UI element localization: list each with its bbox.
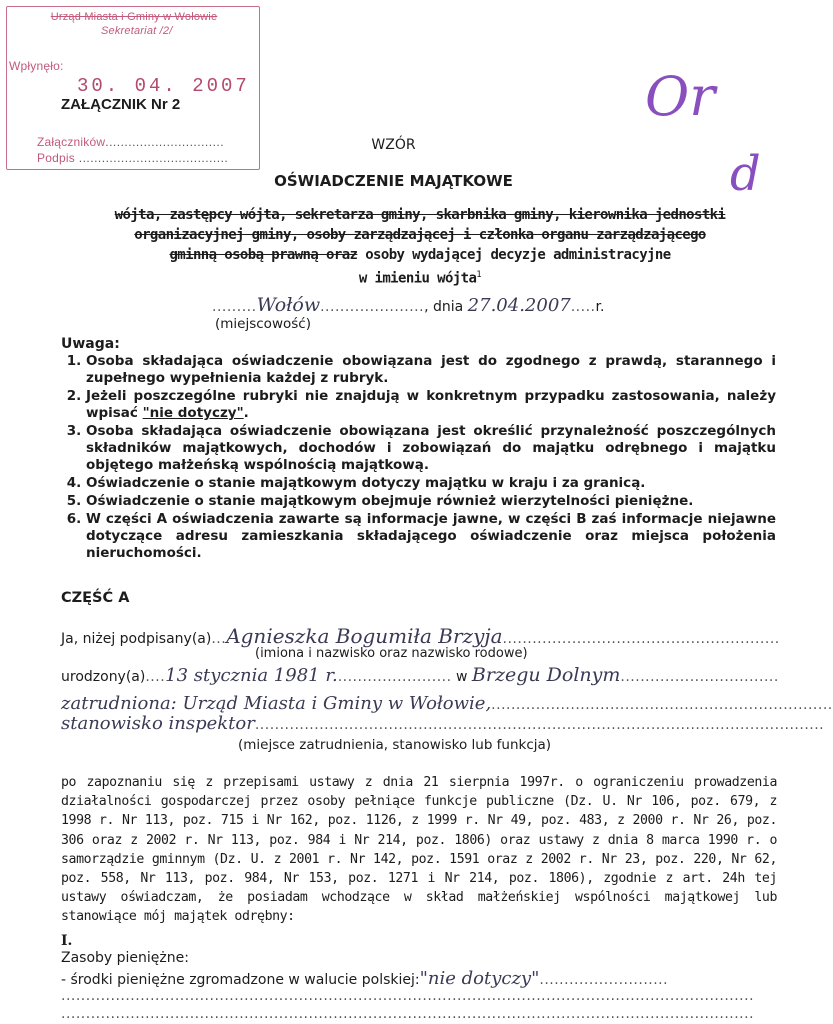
cash-heading: Zasoby pieniężne: [61, 950, 189, 966]
date-value: 27.04.2007 [467, 295, 571, 316]
birth-line: urodzony(a)....13 stycznia 1981 r........................ w Brzegu Dolnym................................ [61, 664, 779, 686]
note-item: 1. Osoba składająca oświadczenie obowiązana jest do zgodnego z prawdą, starannego i zupełnego wypełnienia każdej z rubryk. [86, 353, 776, 387]
form-subtitle [60, 205, 780, 289]
note-item: 4. Oświadczenie o stanie majątkowym dotyczy majątku w kraju i za granicą. [86, 475, 776, 492]
stamp-attachments-label: Załączników............................... [37, 135, 225, 149]
declarant-line: Ja, niżej podpisany(a)...Agnieszka Bogumiła Brzyja........................................................ [61, 624, 780, 648]
cash-pln-line: - środki pieniężne zgromadzone w walucie polskiej:"nie dotyczy".......................... [61, 968, 669, 989]
attachment-label: ZAŁĄCZNIK Nr 2 [61, 96, 181, 113]
place-caption: (miejscowość) [215, 316, 311, 332]
handwritten-mark-top: Or [645, 65, 716, 128]
note-item: 3. Osoba składająca oświadczenie obowiązana jest określić przynależność poszczególnych składników majątkowych, dochodów i zobowiązań do majątku odrębnego i majątku objętego małżeńską wspólnością majątkową. [86, 423, 776, 474]
section-heading-I: I. [61, 933, 73, 949]
place-date-line: .........Wołów....................., dnia 27.04.2007.....r. [212, 294, 605, 316]
subtitle-line-3: gminną osobą prawną oraz osoby wydającej decyzje administracyjne [169, 247, 671, 263]
blank-dotted-line: ............................................................................................................................................ [61, 988, 755, 1004]
declarant-name: Agnieszka Bogumiła Brzyja [226, 624, 503, 648]
stamp-received-label: Wpłynęło: [9, 59, 64, 73]
subtitle-struck-line-2: organizacyjnej gminy, osoby zarządzającej i członka organu zarządzającego [134, 227, 706, 243]
stamp-office: Urząd Miasta i Gminy w Wołowie [50, 11, 218, 23]
employment-line-2: stanowisko inspektor................................................................................................................... [61, 713, 825, 734]
stamp-received-date: 30. 04. 2007 [77, 75, 250, 97]
employment-line-1: zatrudniona: Urząd Miasta i Gminy w Wołowie,..................................................................... [61, 693, 833, 714]
employment-caption: (miejsce zatrudnienia, stanowisko lub funkcja) [238, 737, 552, 753]
notes-list [58, 353, 776, 563]
birth-place: Brzegu Dolnym [471, 664, 621, 686]
template-label: WZÓR [371, 137, 416, 153]
stamp-signature-label: Podpis ....................................... [37, 151, 229, 165]
stamp-secretariat: Sekretariat /2/ [101, 25, 173, 37]
name-caption: (imiona i nazwisko oraz nazwisko rodowe) [255, 646, 528, 661]
subtitle-struck-line-1: wójta, zastępcy wójta, sekretarza gminy, skarbnika gminy, kierownika jednostki [114, 207, 726, 223]
notes-heading: Uwaga: [61, 336, 120, 352]
note-item: 5. Oświadczenie o stanie majątkowym obejmuje również wierzytelności pieniężne. [86, 493, 776, 510]
place-value: Wołów [256, 294, 321, 316]
subtitle-line-4: w imieniu wójta$^1$ [358, 270, 482, 287]
birth-date: 13 stycznia 1981 r. [165, 665, 338, 686]
part-a-heading: CZĘŚĆ A [61, 590, 130, 606]
cash-pln-value: "nie dotyczy" [419, 968, 540, 989]
legal-paragraph: po zapoznaniu się z przepisami ustawy z dnia 21 sierpnia 1997r. o ograniczeniu prowadzenia działalności gospodarczej przez osoby pełniące funkcje publiczne (Dz. U. Nr 106, poz. 679, z 1998 r. Nr 113, poz. 715 i Nr 162, poz. 1126, z 1999 r. Nr 49, poz. 483, z 2000 r. Nr 26, poz. 306 oraz z 2002 r. Nr 113, poz. 984 i Nr 214, poz. 1806) oraz ustawy z dnia 8 marca 1990 r. o samorządzie gminnym (Dz. U. z 2001 r. Nr 142, poz. 1591 oraz z 2002 r. Nr 23, poz. 220, Nr 62, poz. 558, Nr 113, poz. 984, Nr 153, poz. 1271 i Nr 214, poz. 1806), zgodnie z art. 24h tej ustawy oświadczam, że posiadam wchodzące w skład małżeńskiej wspólności majątkowej lub stanowiące mój majątek odrębny: [61, 775, 777, 925]
note-item: 2. Jeżeli poszczególne rubryki nie znajdują w konkretnym przypadku zastosowania, należy wpisać "nie dotyczy". [86, 388, 776, 422]
form-title: OŚWIADCZENIE MAJĄTKOWE [274, 172, 513, 190]
handwritten-mark-bottom: d [730, 146, 761, 202]
blank-dotted-line: ............................................................................................................................................ [61, 1006, 755, 1022]
note-item: 6. W części A oświadczenia zawarte są informacje jawne, w części B zaś informacje niejawne dotyczące adresu zamieszkania składającego oświadczenie oraz miejsca położenia nieruchomości. [86, 511, 776, 562]
